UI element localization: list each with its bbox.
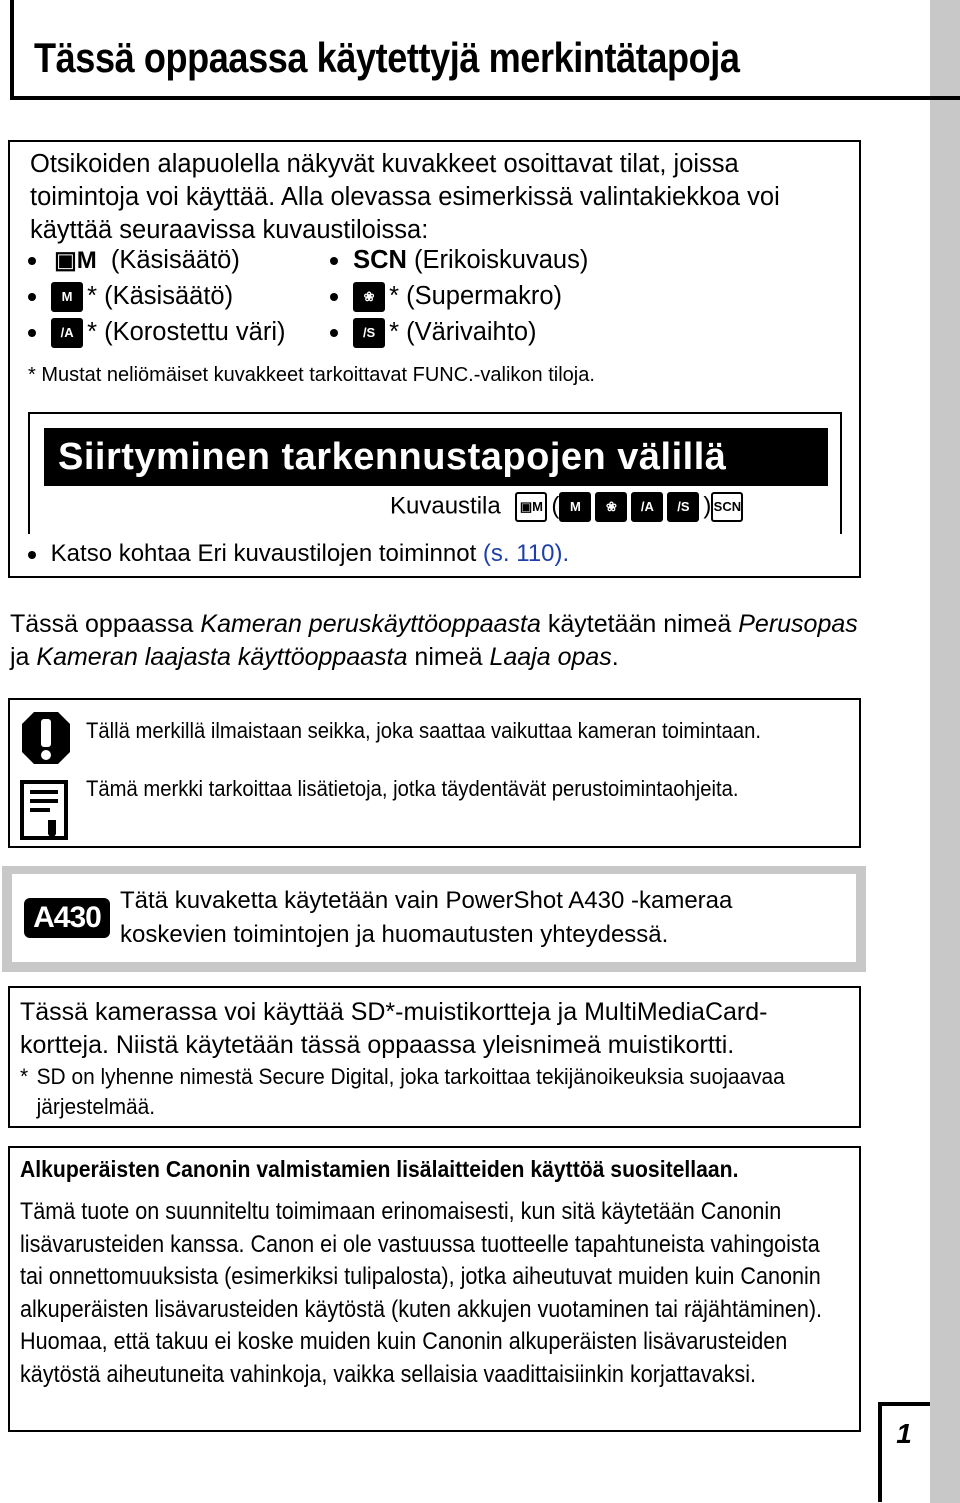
color-accent-icon: /A [51,318,83,348]
supermacro-icon: ❀ [353,282,385,312]
color-accent-icon: /A [631,492,663,522]
intro-box [8,140,861,578]
mode-label: (Käsisäätö) [104,282,234,310]
model-note-text: Tätä kuvaketta käytetään vain PowerShot A430 -kameraa koskevien toimintojen ja huomautusten yhteydessä. [120,887,733,948]
mode-label: (Erikoiskuvaus) [414,246,589,274]
bullet [28,257,36,265]
example-box [28,412,842,534]
intro-text: Otsikoiden alapuolella näkyvät kuvakkeet osoittavat tilat, joissa toimintoja voi käyttää. Alla olevassa esimerkissä valintakiekkoa voi käyttää seuraavissa kuvaustiloissa: [30,150,780,244]
guide-names-paragraph: Tässä oppaassa Kameran peruskäyttöoppaasta käytetään nimeä Perusopas ja Kameran laajasta käyttöoppaasta nimeä Laaja opas. [10,610,858,671]
page-number: 1 [878,1402,930,1450]
mode-item: M * (Käsisäätö) [28,282,233,316]
canon-body: Tämä tuote on suunniteltu toimimaan erinomaisesti, kun sitä käytetään Canonin lisävarusteiden kanssa. Canon ei ole vastuussa tuotteelle tapahtuneista vahingoista tai onnettomuuksista (esimerkiksi tulipalosta), jotka aiheutuvat muiden kuin Canonin alkuperäisten lisävarusteiden käytöstä (kuten akkujen vuotaminen tai räjähtäminen). Huomaa, että takuu ei koske muiden kuin Canonin alkuperäisten lisävarusteiden käytöstä aiheutuneita vahinkoja, vaikka sellaisia vaadittaisiinkin korjattavaksi. [20,1198,823,1388]
title-box [10,0,960,100]
bullet [330,257,338,265]
mode-item: /S * (Värivaihto) [330,318,537,352]
a430-badge: A430 [24,898,110,938]
caution-text: Tällä merkillä ilmaistaan seikka, joka saattaa vaikuttaa kameran toimintaan. [86,718,761,743]
canon-accessories-box [8,1146,861,1432]
shooting-mode-label: Kuvaustila [390,492,501,520]
mode-label: (Supermakro) [406,282,563,310]
memory-card-box [8,986,861,1128]
page-side-bar [930,0,960,1503]
example-heading: Siirtyminen tarkennustapojen välillä [44,428,828,486]
mode-item: /A * (Korostettu väri) [28,318,286,352]
mode-label: (Korostettu väri) [104,318,286,346]
bullet [330,293,338,301]
mode-item: ❀ * (Supermakro) [330,282,562,316]
page-link[interactable]: (s. 110). [482,540,570,567]
scn-icon: SCN [711,492,743,522]
scn-icon: SCN [353,246,407,274]
see-text: Katso kohtaa Eri kuvaustilojen toiminnot [50,540,477,567]
notes-box [8,698,861,848]
manual-mode-icon: M [559,492,591,522]
memo-icon [20,780,70,842]
sd-footnote: * SD on lyhenne nimestä Secure Digital, joka tarkoittaa tekijänoikeuksia suojaavaa järjestelmää. [20,1064,785,1119]
memo-text: Tämä merkki tarkoittaa lisätietoja, jotka täydentävät perustoimintaohjeita. [86,776,739,801]
see-reference [28,540,569,568]
color-swap-icon: /S [353,318,385,348]
page-title: Tässä oppaassa käytettyjä merkintätapoja [34,34,740,81]
canon-heading: Alkuperäisten Canonin valmistamien lisälaitteiden käyttöä suositellaan. [20,1156,739,1182]
bullet [28,551,36,559]
color-swap-icon: /S [667,492,699,522]
shooting-mode-row [390,492,747,522]
manual-mode-icon: M [51,282,83,312]
camera-m-icon: ▣M [515,492,547,522]
mode-icons: ▣M ( M ❀ /A /S ) SCN [515,492,747,522]
bullet [28,293,36,301]
supermacro-icon: ❀ [595,492,627,522]
mode-item [28,246,240,280]
mode-label: (Käsisäätö) [110,246,240,274]
bullet [330,329,338,337]
mode-item [330,246,588,280]
mode-label: (Värivaihto) [406,318,537,346]
camera-m-icon: ▣M [51,248,100,274]
icon-footnote: * Mustat neliömäiset kuvakkeet tarkoittavat FUNC.-valikon tiloja. [28,364,595,386]
model-note-box [2,866,866,972]
caution-icon [20,710,72,766]
bullet [28,329,36,337]
memory-card-text: Tässä kamerassa voi käyttää SD*-muistikortteja ja MultiMediaCard-kortteja. Niistä käytetään tässä oppaassa yleisnimeä muistikortti. [20,998,768,1059]
